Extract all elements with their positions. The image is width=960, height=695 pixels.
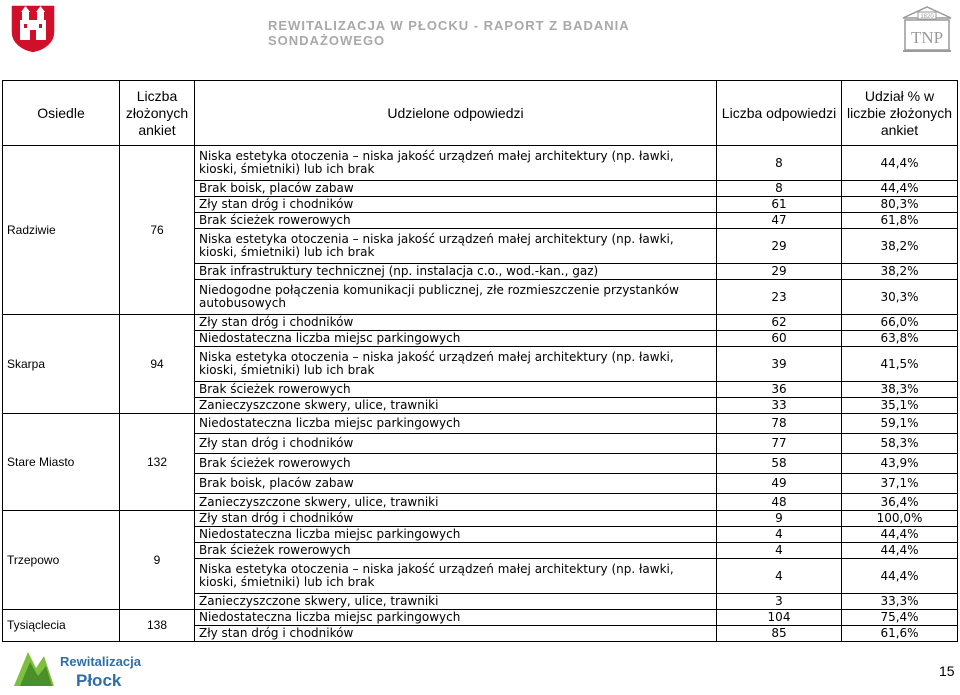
answer-percent: 100,0% bbox=[842, 511, 958, 527]
answer-count: 9 bbox=[717, 511, 842, 527]
answer-percent: 38,2% bbox=[842, 264, 958, 280]
table-row bbox=[3, 315, 958, 331]
answer-text: Zanieczyszczone skwery, ulice, trawniki bbox=[195, 398, 717, 414]
answer-count: 23 bbox=[717, 280, 842, 315]
answer-text: Niska estetyka otoczenia – niska jakość urządzeń małej architektury (np. ławki, kioski, śmietniki) lub ich brak bbox=[195, 559, 717, 594]
answer-text: Zły stan dróg i chodników bbox=[195, 626, 717, 642]
answer-text: Niedostateczna liczba miejsc parkingowych bbox=[195, 414, 717, 434]
answer-text: Brak boisk, placów zabaw bbox=[195, 181, 717, 197]
answer-percent: 80,3% bbox=[842, 197, 958, 213]
answer-count: 8 bbox=[717, 181, 842, 197]
answer-percent: 44,4% bbox=[842, 543, 958, 559]
answer-text: Zanieczyszczone skwery, ulice, trawniki bbox=[195, 494, 717, 511]
col-osiedle: Osiedle bbox=[3, 81, 120, 146]
answer-count: 49 bbox=[717, 474, 842, 494]
answer-count: 78 bbox=[717, 414, 842, 434]
answer-count: 4 bbox=[717, 543, 842, 559]
answer-percent: 44,4% bbox=[842, 559, 958, 594]
answer-count: 4 bbox=[717, 559, 842, 594]
answer-text: Zły stan dróg i chodników bbox=[195, 315, 717, 331]
answer-percent: 63,8% bbox=[842, 331, 958, 347]
answer-count: 36 bbox=[717, 382, 842, 398]
col-udzial-procent: Udział % w liczbie złożonych ankiet bbox=[842, 81, 958, 146]
answer-percent: 44,4% bbox=[842, 527, 958, 543]
rewitalizacja-plock-logo bbox=[10, 646, 150, 692]
answer-text: Niedostateczna liczba miejsc parkingowych bbox=[195, 610, 717, 626]
logo-line1: Rewitalizacja bbox=[60, 654, 141, 669]
table-row bbox=[3, 146, 958, 181]
answer-text: Zły stan dróg i chodników bbox=[195, 197, 717, 213]
answer-text: Niska estetyka otoczenia – niska jakość urządzeń małej architektury (np. ławki, kioski, śmietniki) lub ich brak bbox=[195, 229, 717, 264]
answer-count: 33 bbox=[717, 398, 842, 414]
answer-text: Brak infrastruktury technicznej (np. instalacja c.o., wod.-kan., gaz) bbox=[195, 264, 717, 280]
answer-text: Niedostateczna liczba miejsc parkingowych bbox=[195, 331, 717, 347]
answer-count: 4 bbox=[717, 527, 842, 543]
answer-percent: 44,4% bbox=[842, 146, 958, 181]
answer-count: 8 bbox=[717, 146, 842, 181]
answer-percent: 43,9% bbox=[842, 454, 958, 474]
answer-percent: 61,6% bbox=[842, 626, 958, 642]
osiedle-name: Skarpa bbox=[3, 315, 120, 414]
answer-percent: 38,3% bbox=[842, 382, 958, 398]
col-liczba-odpowiedzi: Liczba odpowiedzi bbox=[717, 81, 842, 146]
answer-count: 48 bbox=[717, 494, 842, 511]
table-header-row bbox=[3, 81, 958, 146]
answer-text: Zanieczyszczone skwery, ulice, trawniki bbox=[195, 594, 717, 610]
col-udzielone-odpowiedzi: Udzielone odpowiedzi bbox=[195, 81, 717, 146]
table-body bbox=[3, 146, 958, 642]
answer-percent: 36,4% bbox=[842, 494, 958, 511]
answer-count: 60 bbox=[717, 331, 842, 347]
ankiety-count: 9 bbox=[120, 511, 195, 610]
answer-count: 39 bbox=[717, 347, 842, 382]
answer-count: 104 bbox=[717, 610, 842, 626]
col-liczba-ankiet: Liczba złożonych ankiet bbox=[120, 81, 195, 146]
answer-count: 61 bbox=[717, 197, 842, 213]
table-row bbox=[3, 610, 958, 626]
answer-percent: 66,0% bbox=[842, 315, 958, 331]
tnp-label: TNP bbox=[910, 28, 944, 47]
answer-count: 58 bbox=[717, 454, 842, 474]
ankiety-count: 138 bbox=[120, 610, 195, 642]
answer-percent: 38,2% bbox=[842, 229, 958, 264]
osiedle-name: Trzepowo bbox=[3, 511, 120, 610]
answer-percent: 41,5% bbox=[842, 347, 958, 382]
answer-count: 29 bbox=[717, 264, 842, 280]
answer-text: Zły stan dróg i chodników bbox=[195, 511, 717, 527]
answer-percent: 44,4% bbox=[842, 181, 958, 197]
answer-percent: 59,1% bbox=[842, 414, 958, 434]
answer-percent: 75,4% bbox=[842, 610, 958, 626]
answer-text: Niedogodne połączenia komunikacji publicznej, złe rozmieszczenie przystanków autobusowych bbox=[195, 280, 717, 315]
answer-percent: 30,3% bbox=[842, 280, 958, 315]
answer-text: Zły stan dróg i chodników bbox=[195, 434, 717, 454]
plock-coat-of-arms bbox=[8, 2, 58, 54]
ankiety-count: 76 bbox=[120, 146, 195, 315]
answer-percent: 61,8% bbox=[842, 213, 958, 229]
answer-text: Niska estetyka otoczenia – niska jakość urządzeń małej architektury (np. ławki, kioski, śmietniki) lub ich brak bbox=[195, 347, 717, 382]
answer-percent: 35,1% bbox=[842, 398, 958, 414]
answer-count: 29 bbox=[717, 229, 842, 264]
table-row bbox=[3, 414, 958, 434]
answer-text: Niedostateczna liczba miejsc parkingowych bbox=[195, 527, 717, 543]
answer-text: Brak ścieżek rowerowych bbox=[195, 382, 717, 398]
answer-text: Brak ścieżek rowerowych bbox=[195, 213, 717, 229]
answer-percent: 37,1% bbox=[842, 474, 958, 494]
answer-text: Brak ścieżek rowerowych bbox=[195, 543, 717, 559]
answer-count: 47 bbox=[717, 213, 842, 229]
answer-count: 62 bbox=[717, 315, 842, 331]
answer-count: 85 bbox=[717, 626, 842, 642]
answer-text: Brak boisk, placów zabaw bbox=[195, 474, 717, 494]
answer-count: 3 bbox=[717, 594, 842, 610]
ankiety-count: 94 bbox=[120, 315, 195, 414]
page-number: 15 bbox=[939, 663, 955, 679]
logo-line2: Płock bbox=[76, 671, 122, 690]
tnp-year: 1820 bbox=[920, 14, 934, 20]
ankiety-count: 132 bbox=[120, 414, 195, 511]
survey-table bbox=[2, 80, 958, 642]
answer-percent: 58,3% bbox=[842, 434, 958, 454]
answer-count: 77 bbox=[717, 434, 842, 454]
table-row bbox=[3, 511, 958, 527]
answer-percent: 33,3% bbox=[842, 594, 958, 610]
tnp-logo bbox=[900, 4, 954, 54]
osiedle-name: Radziwie bbox=[3, 146, 120, 315]
answer-text: Niska estetyka otoczenia – niska jakość urządzeń małej architektury (np. ławki, kioski, śmietniki) lub ich brak bbox=[195, 146, 717, 181]
osiedle-name: Tysiąclecia bbox=[3, 610, 120, 642]
report-header-title: REWITALIZACJA W PŁOCKU - RAPORT Z BADANIA SONDAŻOWEGO bbox=[268, 18, 630, 48]
osiedle-name: Stare Miasto bbox=[3, 414, 120, 511]
answer-text: Brak ścieżek rowerowych bbox=[195, 454, 717, 474]
